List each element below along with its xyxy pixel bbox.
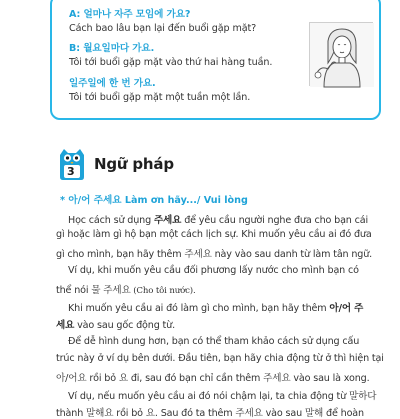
text-run: vào sau gốc động từ. bbox=[74, 320, 175, 331]
text-run: Học cách sử dụng bbox=[68, 215, 154, 226]
dialogue-box bbox=[50, 0, 381, 120]
text-run-bold: 세요 bbox=[56, 320, 75, 331]
text-run: thể nói bbox=[56, 285, 92, 296]
grammar-paragraph-line: 아/어요 rồi bỏ 요 đi, sau đó bạn chỉ cần thêm 주세요 vào sau là xong. bbox=[56, 373, 370, 384]
woman-illustration bbox=[309, 22, 373, 86]
section-number: 3 bbox=[67, 165, 75, 178]
dialog-a-translation: Cách bao lâu bạn lại đến buổi gặp mặt? bbox=[69, 23, 257, 34]
grammar-paragraph-line bbox=[56, 317, 175, 331]
text-run-bold: 아/어 주 bbox=[329, 303, 364, 314]
text-run: Khi muốn yêu cầu ai đó làm gì cho mình, bạn hãy thêm bbox=[68, 303, 330, 314]
grammar-paragraph-line bbox=[56, 282, 196, 296]
section-title: Ngữ pháp bbox=[94, 155, 174, 173]
dialog-b-translation: Tôi tới buổi gặp mặt vào thứ hai hàng tuần. bbox=[69, 57, 273, 68]
section-header bbox=[48, 147, 248, 181]
text-run-small: (Cho tôi nước). bbox=[130, 286, 196, 296]
grammar-paragraph-line bbox=[68, 300, 363, 314]
grammar-paragraph-line bbox=[68, 212, 368, 226]
grammar-paragraph-line: gì hoặc làm gì hộ bạn một cách lịch sự. Khi muốn yêu cầu ai đó đưa bbox=[56, 229, 372, 240]
dialog-b-translation-2: Tôi tới buổi gặp mặt một tuần một lần. bbox=[69, 92, 251, 103]
dialog-b-answer-2: 일주일에 한 번 가요. bbox=[69, 78, 156, 89]
grammar-paragraph-line: thành 말해요 rồi bỏ 요. Sau đó ta thêm 주세요 vào sau 말해 để hoàn bbox=[56, 408, 364, 419]
grammar-heading: * 아/어 주세요 Làm ơn hãy.../ Vui lòng bbox=[60, 195, 248, 206]
text-run-bold: 주세요 bbox=[153, 215, 182, 226]
grammar-paragraph-line: Để dễ hình dung hơn, bạn có thể tham khảo cách sử dụng cấu bbox=[68, 336, 360, 347]
text-run: 물 주세요 bbox=[91, 285, 131, 296]
dialog-a-question: A: 얼마나 자주 모임에 가요? bbox=[69, 9, 191, 20]
grammar-paragraph-line: Ví dụ, nếu muốn yêu cầu ai đó nói chậm lại, ta chia động từ 말하다 bbox=[68, 391, 377, 402]
grammar-paragraph-line: Ví dụ, khi muốn yêu cầu đối phương lấy nước cho mình bạn có bbox=[68, 265, 359, 276]
grammar-paragraph-line: gì cho mình, bạn hãy thêm 주세요 này vào sau danh từ làm tân ngữ. bbox=[56, 249, 373, 260]
text-run: để yêu cầu người nghe đưa cho bạn cái bbox=[181, 215, 369, 226]
grammar-paragraph-line: trúc này ở ví dụ bên dưới. Đầu tiên, bạn hãy chia động từ ở thì hiện tại bbox=[56, 353, 384, 364]
dialog-b-answer: B: 월요일마다 가요. bbox=[69, 43, 155, 54]
